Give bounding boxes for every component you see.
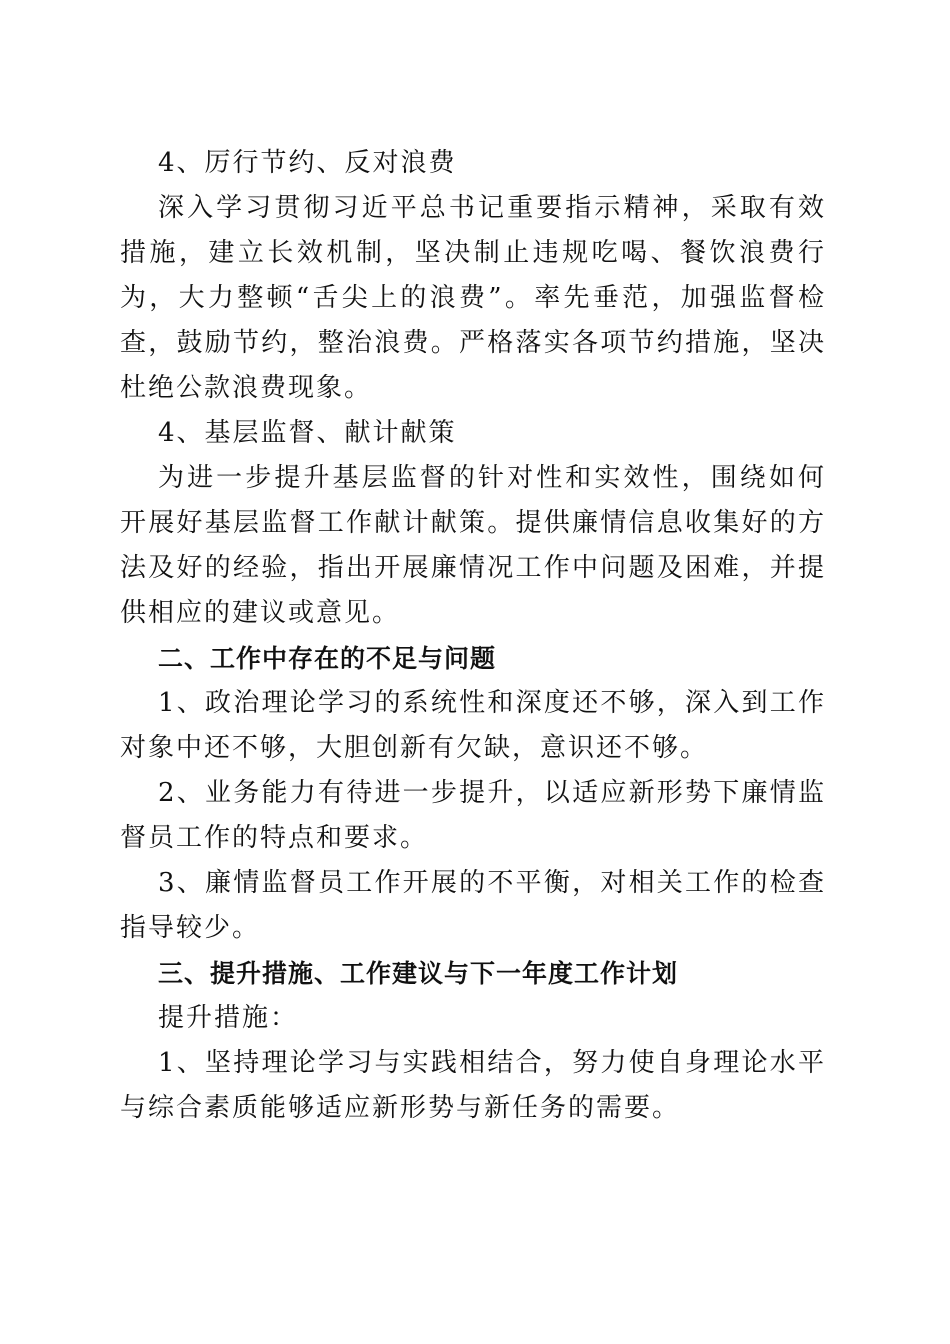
problem-item-3: 3、廉情监督员工作开展的不平衡，对相关工作的检查指导较少。 bbox=[120, 868, 826, 943]
document-body bbox=[120, 141, 826, 1131]
section-heading-measures: 三、提升措施、工作建议与下一年度工作计划 bbox=[158, 959, 679, 988]
paragraph-grassroots: 为进一步提升基层监督的针对性和实效性，围绕如何开展好基层监督工作献计献策。提供廉情信息收集好的方法及好的经验，指出开展廉情况工作中问题及困难，并提供相应的建议或意见。 bbox=[120, 463, 826, 628]
paragraph-thrift: 深入学习贯彻习近平总书记重要指示精神，采取有效措施，建立长效机制，坚决制止违规吃喝、餐饮浪费行为，大力整顿“舌尖上的浪费”。率先垂范，加强监督检查，鼓励节约，整治浪费。严格落实各项节约措施，坚决杜绝公款浪费现象。 bbox=[120, 193, 826, 403]
subheading-thrift: 4、厉行节约、反对浪费 bbox=[158, 148, 457, 178]
measure-item-1: 1、坚持理论学习与实践相结合，努力使自身理论水平与综合素质能够适应新形势与新任务的需要。 bbox=[120, 1048, 826, 1123]
problem-item-1: 1、政治理论学习的系统性和深度还不够，深入到工作对象中还不够，大胆创新有欠缺，意识还不够。 bbox=[120, 688, 826, 763]
subheading-measures: 提升措施： bbox=[158, 1003, 299, 1033]
problem-item-2: 2、业务能力有待进一步提升，以适应新形势下廉情监督员工作的特点和要求。 bbox=[120, 778, 826, 853]
subheading-grassroots: 4、基层监督、献计献策 bbox=[158, 418, 457, 448]
section-heading-problems: 二、工作中存在的不足与问题 bbox=[158, 644, 497, 673]
